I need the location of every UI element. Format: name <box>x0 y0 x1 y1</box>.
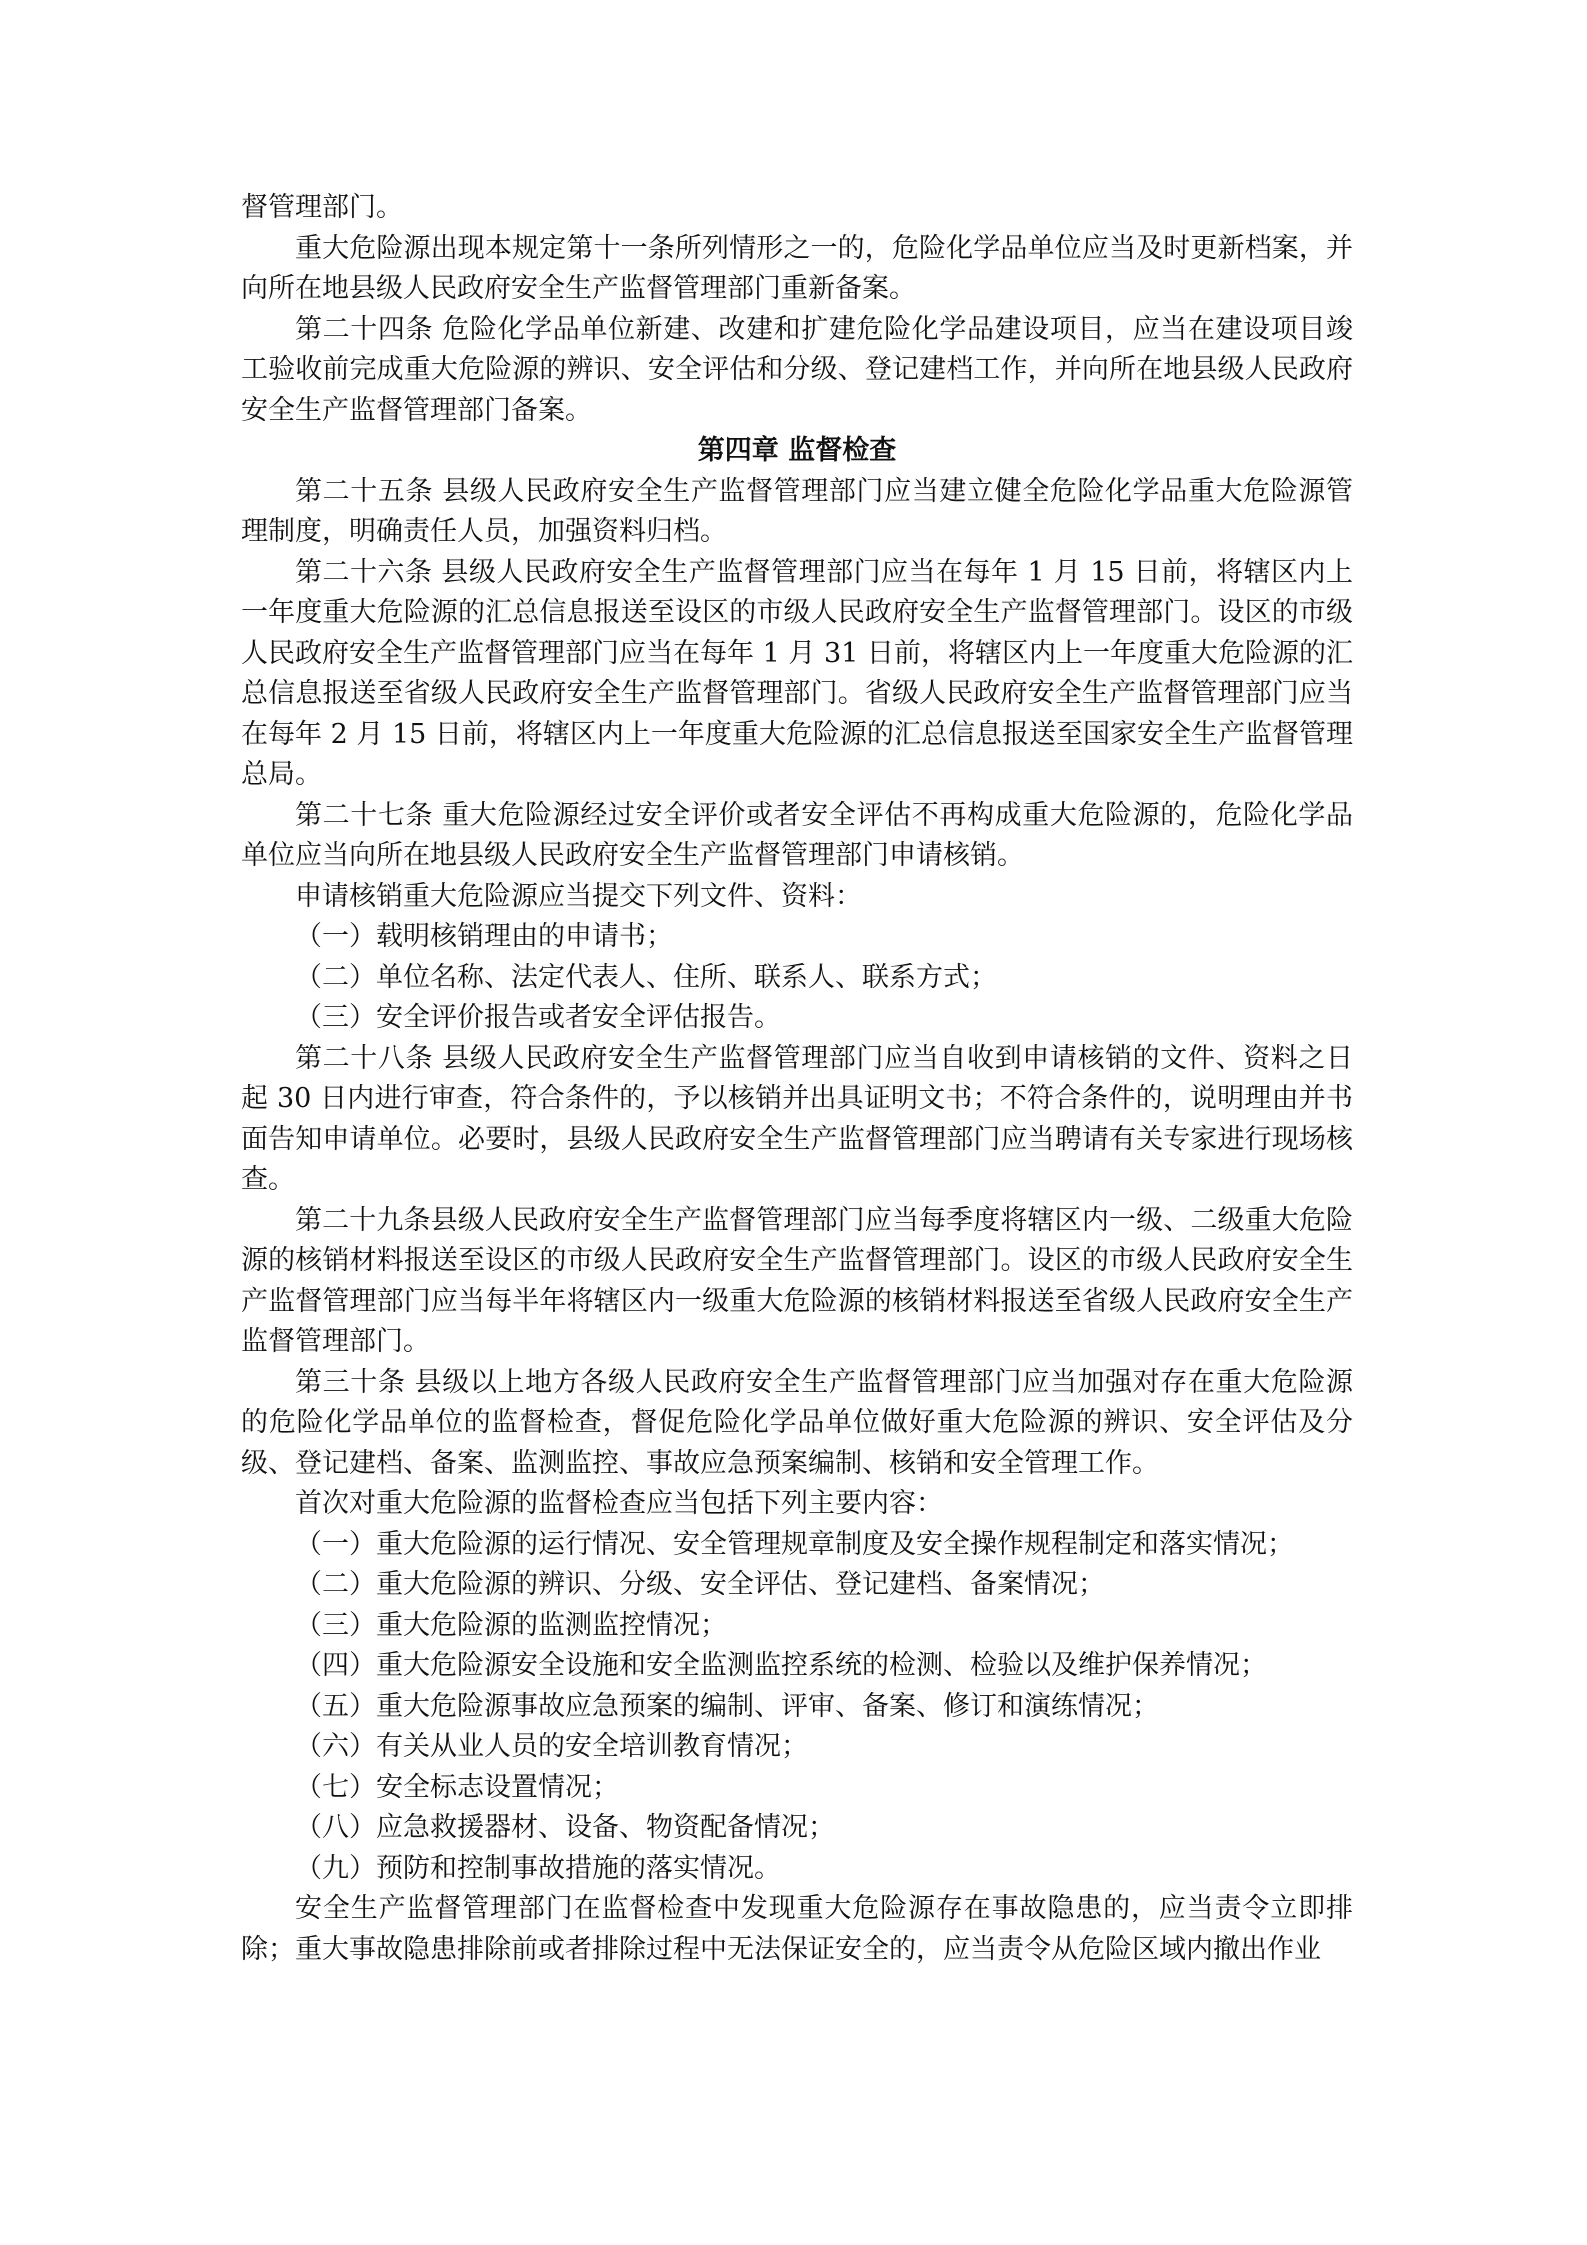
document-body <box>241 188 1353 1970</box>
paragraph: 第二十四条 危险化学品单位新建、改建和扩建危险化学品建设项目，应当在建设项目竣工验收前完成重大危险源的辨识、安全评估和分级、登记建档工作，并向所在地县级人民政府安全生产监督管理部门备案。 <box>241 313 1353 426</box>
paragraph: （七）安全标志设置情况； <box>295 1771 619 1803</box>
paragraph: 申请核销重大危险源应当提交下列文件、资料： <box>295 880 862 912</box>
paragraph: 第二十九条县级人民政府安全生产监督管理部门应当每季度将辖区内一级、二级重大危险源的核销材料报送至设区的市级人民政府安全生产监督管理部门。设区的市级人民政府安全生产监督管理部门应当每半年将辖区内一级重大危险源的核销材料报送至省级人民政府安全生产监督管理部门。 <box>241 1204 1353 1357</box>
paragraph: 第二十八条 县级人民政府安全生产监督管理部门应当自收到申请核销的文件、资料之日起 30 日内进行审查，符合条件的，予以核销并出具证明文书；不符合条件的，说明理由并书面告知申请单位。必要时，县级人民政府安全生产监督管理部门应当聘请有关专家进行现场核查。 <box>241 1042 1353 1195</box>
paragraph: （三）重大危险源的监测监控情况； <box>295 1609 727 1641</box>
paragraph: （四）重大危险源安全设施和安全监测监控系统的检测、检验以及维护保养情况； <box>295 1650 1267 1681</box>
paragraph: （九）预防和控制事故措施的落实情况。 <box>295 1852 781 1884</box>
paragraph: 第二十五条 县级人民政府安全生产监督管理部门应当建立健全危险化学品重大危险源管理制度，明确责任人员，加强资料归档。 <box>241 475 1353 547</box>
paragraph: （三）安全评价报告或者安全评估报告。 <box>295 1002 781 1033</box>
paragraph: 重大危险源出现本规定第十一条所列情形之一的，危险化学品单位应当及时更新档案，并向所在地县级人民政府安全生产监督管理部门重新备案。 <box>241 232 1353 304</box>
paragraph: （一）重大危险源的运行情况、安全管理规章制度及安全操作规程制定和落实情况； <box>295 1528 1294 1560</box>
paragraph: （六）有关从业人员的安全培训教育情况； <box>295 1731 808 1762</box>
paragraph: （二）重大危险源的辨识、分级、安全评估、登记建档、备案情况； <box>295 1569 1105 1600</box>
paragraph: 第三十条 县级以上地方各级人民政府安全生产监督管理部门应当加强对存在重大危险源的危险化学品单位的监督检查，督促危险化学品单位做好重大危险源的辨识、安全评估及分级、登记建档、备案、监测监控、事故应急预案编制、核销和安全管理工作。 <box>241 1366 1353 1479</box>
chapter-heading: 第四章 监督检查 <box>697 435 897 466</box>
paragraph: 第二十七条 重大危险源经过安全评价或者安全评估不再构成重大危险源的，危险化学品单位应当向所在地县级人民政府安全生产监督管理部门申请核销。 <box>241 799 1353 871</box>
paragraph: （八）应急救援器材、设备、物资配备情况； <box>295 1812 835 1843</box>
paragraph: 首次对重大危险源的监督检查应当包括下列主要内容： <box>295 1488 943 1519</box>
paragraph: 督管理部门。 <box>241 192 403 223</box>
paragraph: 安全生产监督管理部门在监督检查中发现重大危险源存在事故隐患的，应当责令立即排除；重大事故隐患排除前或者排除过程中无法保证安全的，应当责令从危险区域内撤出作业 <box>241 1893 1353 1965</box>
paragraph: 第二十六条 县级人民政府安全生产监督管理部门应当在每年 1 月 15 日前，将辖区内上一年度重大危险源的汇总信息报送至设区的市级人民政府安全生产监督管理部门。设区的市级人民政府安全生产监督管理部门应当在每年 1 月 31 日前，将辖区内上一年度重大危险源的汇总信息报送至省级人民政府安全生产监督管理部门。省级人民政府安全生产监督管理部门应当在每年 2 月 15 日前，将辖区内上一年度重大危险源的汇总信息报送至国家安全生产监督管理总局。 <box>241 556 1353 790</box>
paragraph: （二）单位名称、法定代表人、住所、联系人、联系方式； <box>295 961 997 993</box>
paragraph: （一）载明核销理由的申请书； <box>295 921 673 952</box>
paragraph: （五）重大危险源事故应急预案的编制、评审、备案、修订和演练情况； <box>295 1690 1159 1722</box>
